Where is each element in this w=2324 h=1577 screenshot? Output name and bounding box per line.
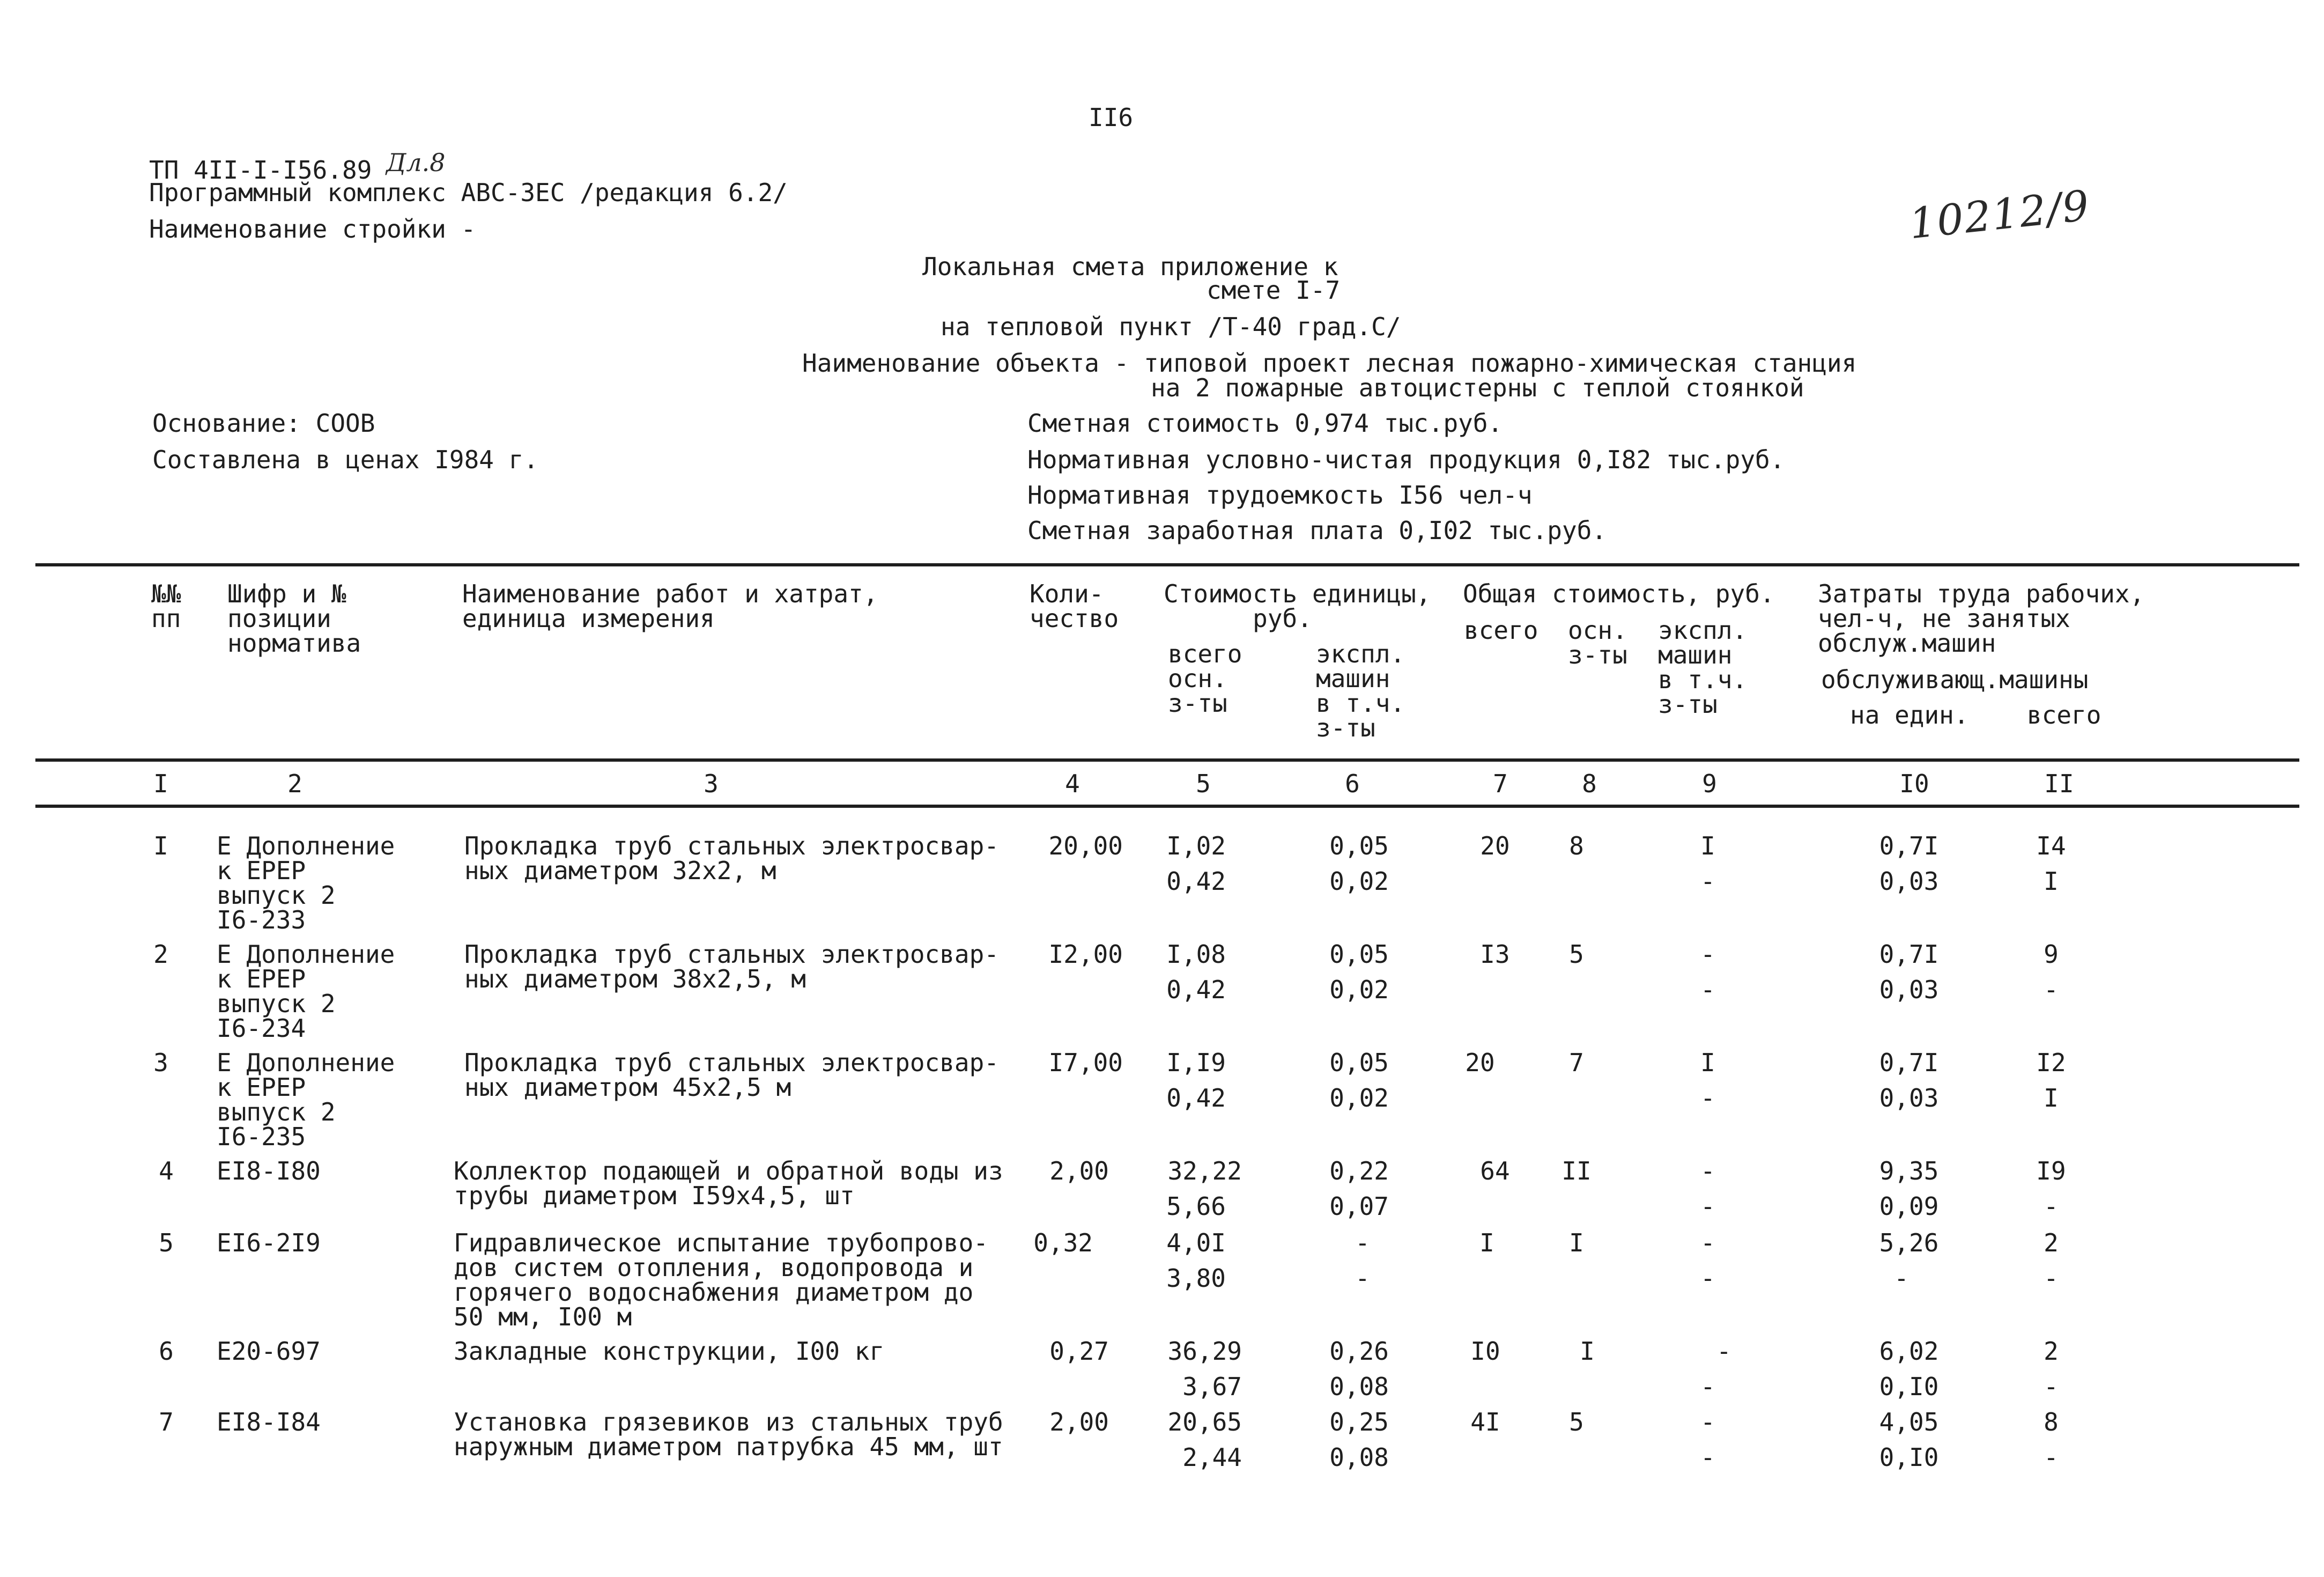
row-total-machines: - xyxy=(1700,1407,1715,1436)
row-number: 5 xyxy=(159,1228,174,1257)
row-unit-machine-wages: 0,08 xyxy=(1329,1372,1389,1401)
row-work-name: Коллектор подающей и обратной воды из трубы диаметром I59х4,5, шт xyxy=(454,1156,1003,1210)
summary-labor: Нормативная трудоемкость I56 чел-ч xyxy=(1027,481,1533,510)
row-total-wages: 5 xyxy=(1569,1407,1584,1436)
row-total-wages: 7 xyxy=(1569,1048,1584,1077)
row-unit-machines: 0,26 xyxy=(1329,1337,1389,1366)
summary-net-product: Нормативная условно-чистая продукция 0,I82 тыс.руб. xyxy=(1027,445,1785,474)
row-number: 4 xyxy=(159,1156,174,1185)
header-work-name: Наименование работ и хатрат, единица измерения xyxy=(462,579,878,633)
row-labor-total-machines: I xyxy=(2044,1084,2059,1112)
doc-code-handwritten-note: Дл.8 xyxy=(386,148,446,177)
column-number: 8 xyxy=(1582,769,1597,798)
column-number: 4 xyxy=(1065,769,1080,798)
row-labor-total: I9 xyxy=(2036,1156,2066,1185)
column-number: 5 xyxy=(1196,769,1211,798)
row-total-wages: I xyxy=(1569,1228,1584,1257)
column-number: II xyxy=(2044,769,2074,798)
row-quantity: 0,27 xyxy=(1049,1337,1109,1366)
row-unit-wages: 2,44 xyxy=(1182,1443,1242,1472)
row-unit-total: 4,0I xyxy=(1166,1228,1226,1257)
row-total-machines: I xyxy=(1700,831,1715,860)
row-total-machines: I xyxy=(1700,1048,1715,1077)
row-total: I xyxy=(1479,1228,1494,1257)
row-work-name: Прокладка труб стальных электросвар- ных диаметром 45х2,5 м xyxy=(464,1048,999,1102)
row-labor-total: I2 xyxy=(2036,1048,2066,1077)
row-quantity: 2,00 xyxy=(1049,1156,1109,1185)
row-labor-total-machines: - xyxy=(2044,1192,2059,1221)
row-unit-total: I,08 xyxy=(1166,940,1226,969)
prices-year: Составлена в ценах I984 г. xyxy=(152,445,539,474)
row-quantity: 0,32 xyxy=(1033,1228,1093,1257)
row-labor-per-unit: 5,26 xyxy=(1879,1228,1939,1257)
title-line-3: на тепловой пункт /Т-40 град.С/ xyxy=(941,312,1401,341)
row-total: 20 xyxy=(1480,831,1510,860)
row-labor-total: 8 xyxy=(2044,1407,2059,1436)
column-number: 3 xyxy=(704,769,719,798)
row-code: Е Дополнение к ЕРЕР выпуск 2 I6-233 xyxy=(217,831,395,934)
header-total-wages: осн. з-ты xyxy=(1568,616,1627,669)
row-labor-per-unit: 0,7I xyxy=(1879,831,1939,860)
column-number: 6 xyxy=(1345,769,1360,798)
row-unit-machine-wages: 0,08 xyxy=(1329,1443,1389,1472)
row-quantity: 2,00 xyxy=(1049,1407,1109,1436)
row-unit-machines: - xyxy=(1355,1228,1370,1257)
row-labor-total-machines: - xyxy=(2044,1443,2059,1472)
row-labor-per-unit-machines: 0,03 xyxy=(1879,975,1939,1004)
row-unit-machine-wages: 0,02 xyxy=(1329,867,1389,896)
archive-number-handwritten: 10212/9 xyxy=(1907,181,2092,249)
row-total-machine-wages: - xyxy=(1700,1372,1715,1401)
title-line-1: Локальная смета приложение к xyxy=(922,252,1338,281)
row-unit-total: I,02 xyxy=(1166,831,1226,860)
column-number: 2 xyxy=(287,769,302,798)
table-header-rule xyxy=(35,758,2299,762)
row-work-name: Установка грязевиков из стальных труб наружным диаметром патрубка 45 мм, шт xyxy=(454,1407,1003,1461)
header-number: №№ пп xyxy=(151,579,181,633)
row-unit-machine-wages: 0,07 xyxy=(1329,1192,1389,1221)
header-total-cost: Общая стоимость, руб. xyxy=(1463,579,1775,608)
row-unit-machine-wages: 0,02 xyxy=(1329,1084,1389,1112)
row-number: 3 xyxy=(153,1048,168,1077)
row-labor-total-machines: I xyxy=(2044,867,2059,896)
row-total: 64 xyxy=(1480,1156,1510,1185)
basis: Основание: СООВ xyxy=(152,409,375,438)
header-quantity: Коли- чество xyxy=(1030,579,1119,633)
row-total-wages: I xyxy=(1580,1337,1595,1366)
row-code: Е20-697 xyxy=(217,1337,321,1366)
header-labor-machines: обслуживающ.машины xyxy=(1821,665,2089,694)
row-unit-wages: 3,80 xyxy=(1166,1264,1226,1293)
row-labor-total: 2 xyxy=(2044,1337,2059,1366)
row-unit-machines: 0,25 xyxy=(1329,1407,1389,1436)
row-labor-total-machines: - xyxy=(2044,1372,2059,1401)
row-number: 7 xyxy=(159,1407,174,1436)
row-unit-total: 36,29 xyxy=(1167,1337,1242,1366)
row-total: 4I xyxy=(1470,1407,1500,1436)
row-total-machine-wages: - xyxy=(1700,1192,1715,1221)
row-quantity: 20,00 xyxy=(1048,831,1123,860)
row-unit-total: I,I9 xyxy=(1166,1048,1226,1077)
row-number: 2 xyxy=(153,940,168,969)
row-total-machine-wages: - xyxy=(1700,867,1715,896)
header-labor-per-unit: на един. xyxy=(1850,701,1969,729)
row-labor-per-unit: 9,35 xyxy=(1879,1156,1939,1185)
header-labor-total: всего xyxy=(2027,701,2101,729)
column-number: I xyxy=(153,769,168,798)
doc-code: ТП 4II-I-I56.89 xyxy=(149,156,372,185)
row-unit-wages: 0,42 xyxy=(1166,867,1226,896)
column-number: I0 xyxy=(1899,769,1929,798)
row-code: ЕI6-2I9 xyxy=(217,1228,321,1257)
row-unit-machine-wages: - xyxy=(1355,1264,1370,1293)
row-code: ЕI8-I84 xyxy=(217,1407,321,1436)
row-total: I3 xyxy=(1480,940,1510,969)
header-code: Шифр и № позиции норматива xyxy=(227,579,361,658)
row-labor-per-unit: 0,7I xyxy=(1879,940,1939,969)
title-line-5: на 2 пожарные автоцистерны с теплой стоянкой xyxy=(1151,373,1804,402)
title-line-2: смете I-7 xyxy=(1207,276,1341,305)
row-labor-per-unit-machines: 0,I0 xyxy=(1879,1372,1939,1401)
header-total-machines: экспл. машин в т.ч. з-ты xyxy=(1658,616,1748,719)
row-total-machine-wages: - xyxy=(1700,975,1715,1004)
row-labor-total: I4 xyxy=(2036,831,2066,860)
row-unit-machines: 0,22 xyxy=(1329,1156,1389,1185)
title-line-4: Наименование объекта - типовой проект лесная пожарно-химическая станция xyxy=(802,349,1857,378)
row-total-wages: II xyxy=(1561,1156,1592,1185)
row-labor-per-unit-machines: 0,09 xyxy=(1879,1192,1939,1221)
row-quantity: I2,00 xyxy=(1048,940,1123,969)
table-numbers-rule xyxy=(35,805,2299,808)
row-code: ЕI8-I80 xyxy=(217,1156,321,1185)
row-labor-per-unit: 0,7I xyxy=(1879,1048,1939,1077)
row-total-wages: 5 xyxy=(1569,940,1584,969)
row-number: 6 xyxy=(159,1337,174,1366)
header-unit-total-wages: всего осн. з-ты xyxy=(1168,639,1242,718)
row-unit-machines: 0,05 xyxy=(1329,831,1389,860)
construction-name: Наименование стройки - xyxy=(149,215,476,244)
row-code: Е Дополнение к ЕРЕР выпуск 2 I6-234 xyxy=(217,940,395,1043)
row-total-wages: 8 xyxy=(1569,831,1584,860)
row-total-machines: - xyxy=(1700,940,1715,969)
row-total-machines: - xyxy=(1716,1337,1731,1366)
header-labor: Затраты труда рабочих, чел-ч, не занятых обслуж.машин xyxy=(1818,579,2145,658)
row-unit-wages: 0,42 xyxy=(1166,1084,1226,1112)
row-unit-total: 32,22 xyxy=(1167,1156,1242,1185)
column-number: 7 xyxy=(1493,769,1508,798)
row-total-machines: - xyxy=(1700,1228,1715,1257)
row-work-name: Прокладка труб стальных электросвар- ных диаметром 32х2, м xyxy=(464,831,999,885)
row-labor-per-unit-machines: 0,03 xyxy=(1879,867,1939,896)
row-quantity: I7,00 xyxy=(1048,1048,1123,1077)
row-total-machines: - xyxy=(1700,1156,1715,1185)
row-labor-per-unit-machines: 0,I0 xyxy=(1879,1443,1939,1472)
row-labor-total: 2 xyxy=(2044,1228,2059,1257)
row-work-name: Прокладка труб стальных электросвар- ных диаметром 38х2,5, м xyxy=(464,940,999,993)
header-total-all: всего xyxy=(1464,616,1538,645)
column-number: 9 xyxy=(1702,769,1717,798)
row-work-name: Гидравлическое испытание трубопрово- дов систем отопления, водопровода и горячего водоснабжения диаметром до 50 мм, I00 м xyxy=(454,1228,988,1331)
row-code: Е Дополнение к ЕРЕР выпуск 2 I6-235 xyxy=(217,1048,395,1151)
row-labor-per-unit-machines: - xyxy=(1894,1264,1909,1293)
row-labor-total-machines: - xyxy=(2044,975,2059,1004)
row-unit-machine-wages: 0,02 xyxy=(1329,975,1389,1004)
row-unit-wages: 3,67 xyxy=(1182,1372,1242,1401)
row-unit-total: 20,65 xyxy=(1167,1407,1242,1436)
row-unit-machines: 0,05 xyxy=(1329,940,1389,969)
row-unit-machines: 0,05 xyxy=(1329,1048,1389,1077)
row-total-machine-wages: - xyxy=(1700,1264,1715,1293)
summary-cost: Сметная стоимость 0,974 тыс.руб. xyxy=(1027,409,1503,438)
row-labor-per-unit: 4,05 xyxy=(1879,1407,1939,1436)
row-number: I xyxy=(153,831,168,860)
row-labor-per-unit-machines: 0,03 xyxy=(1879,1084,1939,1112)
header-unit-machines: экспл. машин в т.ч. з-ты xyxy=(1316,639,1405,742)
table-top-rule xyxy=(35,563,2299,566)
row-total-machine-wages: - xyxy=(1700,1084,1715,1112)
program-complex: Программный комплекс АВС-3ЕС /редакция 6.2/ xyxy=(149,178,788,207)
header-unit-cost: Стоимость единицы, руб. xyxy=(1164,579,1431,633)
row-labor-per-unit: 6,02 xyxy=(1879,1337,1939,1366)
page-number: II6 xyxy=(1089,103,1134,132)
row-labor-total: 9 xyxy=(2044,940,2059,969)
row-total: 20 xyxy=(1465,1048,1495,1077)
row-unit-wages: 0,42 xyxy=(1166,975,1226,1004)
summary-wages: Сметная заработная плата 0,I02 тыс.руб. xyxy=(1027,516,1607,545)
row-labor-total-machines: - xyxy=(2044,1264,2059,1293)
row-unit-wages: 5,66 xyxy=(1166,1192,1226,1221)
row-total-machine-wages: - xyxy=(1700,1443,1715,1472)
row-total: I0 xyxy=(1470,1337,1500,1366)
row-work-name: Закладные конструкции, I00 кг xyxy=(454,1337,885,1366)
